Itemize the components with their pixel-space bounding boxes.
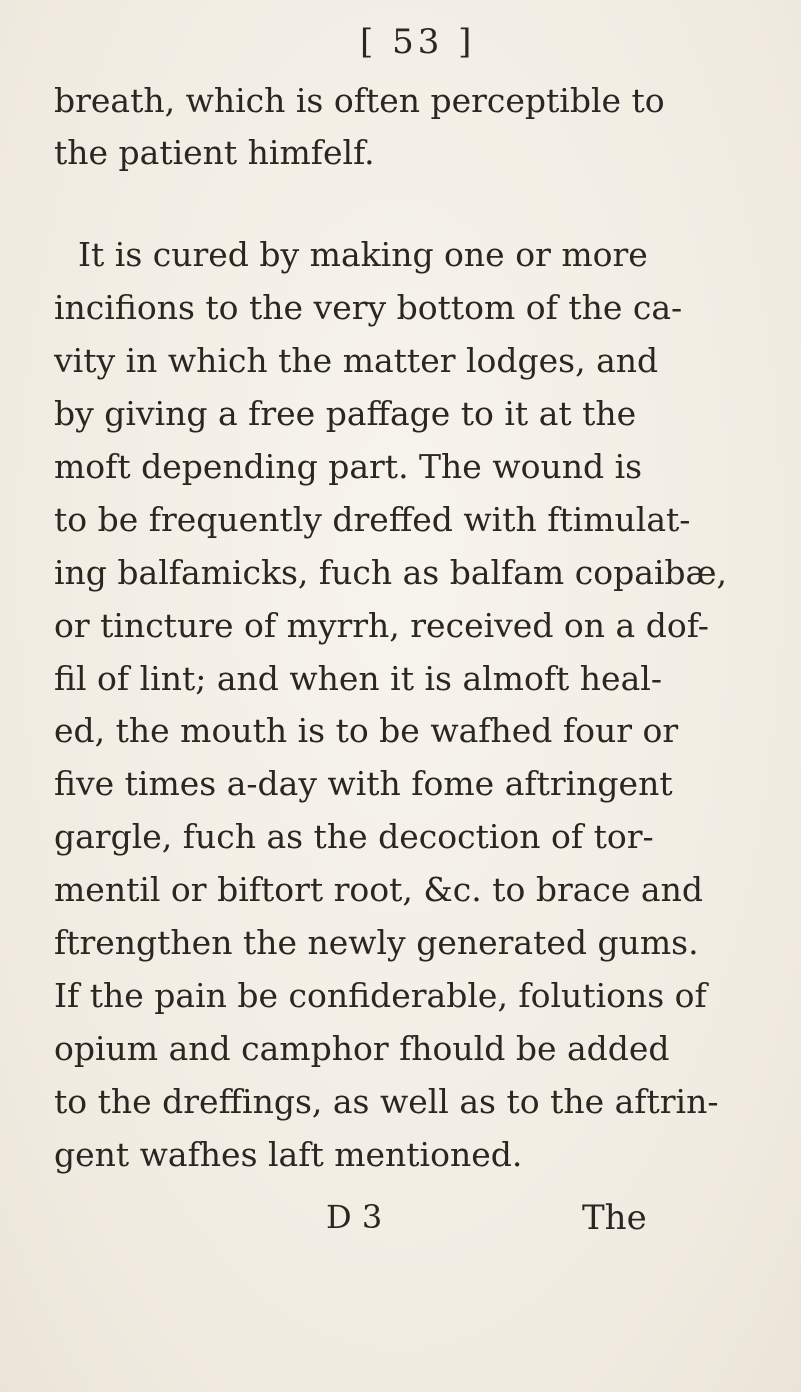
text-line: or tincture of myrrh, received on a dof- <box>54 606 709 645</box>
page-number: [ 53 ] <box>360 22 476 62</box>
text-line: by giving a free paffage to it at the <box>54 394 637 433</box>
text-line: to be frequently dreffed with ftimulat- <box>54 500 691 539</box>
text-line: to the dreffings, as well as to the aftrin- <box>54 1082 719 1121</box>
text-line: vity in which the matter lodges, and <box>54 341 659 380</box>
signature-mark: D 3 <box>326 1198 383 1236</box>
text-line: ftrengthen the newly generated gums. <box>54 923 699 962</box>
text-line: ed, the mouth is to be wafhed four or <box>54 711 679 750</box>
text-line: moft depending part. The wound is <box>54 447 643 486</box>
text-line: incifions to the very bottom of the ca- <box>54 288 683 327</box>
text-line: gent wafhes laft mentioned. <box>54 1135 523 1174</box>
text-line: It is cured by making one or more <box>78 235 648 274</box>
text-line: the patient himfelf. <box>54 133 375 172</box>
text-line: ing balfamicks, fuch as balfam copaibæ, <box>54 553 728 592</box>
catchword: The <box>582 1198 647 1238</box>
text-line: fil of lint; and when it is almoft heal- <box>54 659 662 698</box>
text-line: breath, which is often perceptible to <box>54 81 665 120</box>
text-line: mentil or biftort root, &c. to brace and <box>54 870 703 909</box>
text-line: If the pain be confiderable, folutions of <box>54 976 707 1015</box>
text-line: gargle, fuch as the decoction of tor- <box>54 817 654 856</box>
text-line: opium and camphor fhould be added <box>54 1029 670 1068</box>
text-line: five times a-day with fome aftringent <box>54 764 673 803</box>
